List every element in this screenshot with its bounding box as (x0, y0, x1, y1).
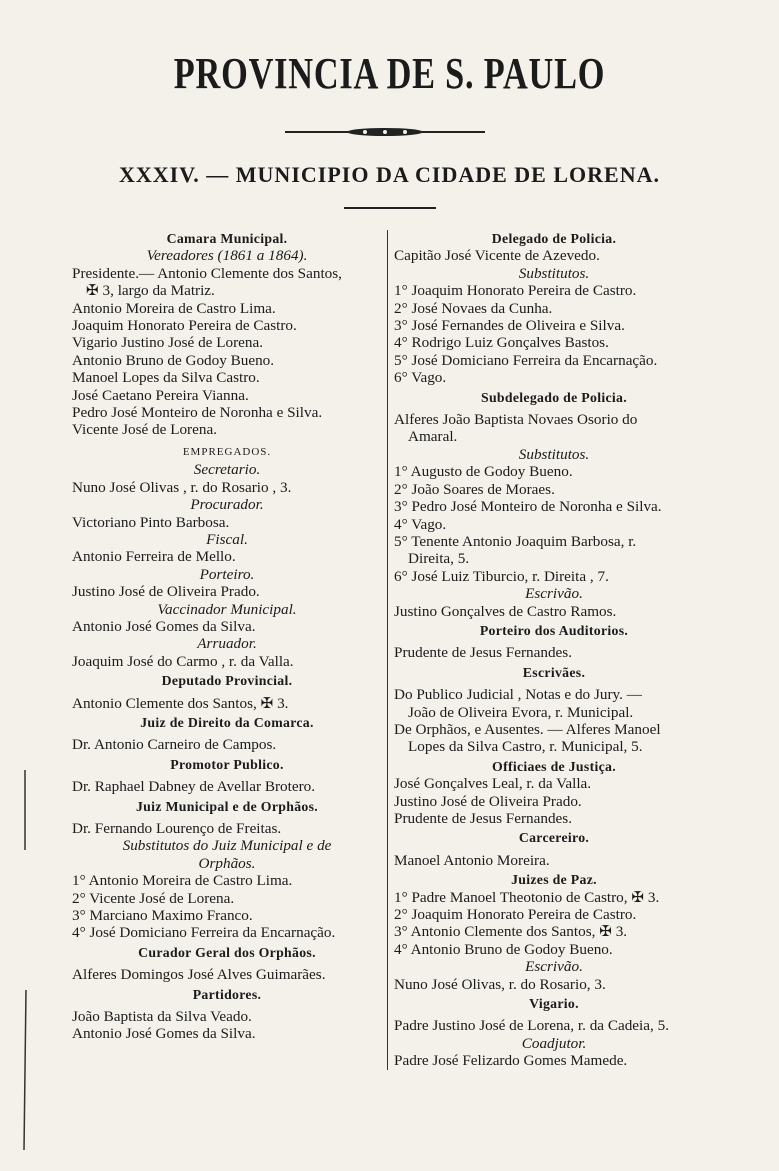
porteiro: Justino José de Oliveira Prado. (72, 583, 260, 601)
coadjutor-label: Coadjutor. (521, 1034, 587, 1052)
arruador-label: Arruador. (197, 635, 257, 653)
section-rule (344, 207, 436, 209)
deputado: Antonio Clemente dos Santos, ✠ 3. (72, 694, 289, 712)
section-title: XXXIV. — MUNICIPIO DA CIDADE DE LORENA. (119, 162, 660, 187)
vereador-item: Vigario Justino José de Lorena. (72, 334, 263, 352)
empregados-heading: EMPREGADOS. (182, 445, 272, 458)
escrivaes-heading: Escrivães. (522, 664, 586, 680)
officiaes-heading: Officiaes de Justiça. (492, 758, 616, 774)
partidor-item: João Baptista da Silva Veado. (72, 1008, 252, 1026)
porteiro-label: Porteiro. (199, 565, 255, 583)
presidente-line: Presidente.— Antonio Clemente dos Santos, (72, 264, 342, 282)
substituto-juiz-item: 2° Vicente José de Lorena. (72, 889, 235, 907)
subdelegado-heading: Subdelegado de Policia. (480, 389, 628, 405)
substituto-juiz-item: 1° Antonio Moreira de Castro Lima. (72, 872, 293, 890)
promotor-heading: Promotor Publico. (170, 756, 284, 772)
vereador-item: Vicente José de Lorena. (72, 421, 217, 439)
juiz-direito: Dr. Antonio Carneiro de Campos. (72, 736, 277, 754)
vaccinador-label: Vaccinador Municipal. (157, 600, 297, 618)
subdelegado-substituto-item: 6° José Luiz Tiburcio, r. Direita , 7. (394, 567, 609, 585)
margin-marks (18, 760, 32, 1160)
vigario-heading: Vigario. (529, 996, 579, 1012)
promotor: Dr. Raphael Dabney de Avellar Brotero. (72, 778, 316, 796)
porteiro-auditorios: Prudente de Jesus Fernandes. (394, 644, 572, 662)
delegado-substituto-item: 6° Vago. (394, 369, 447, 387)
left-column (72, 228, 382, 1043)
porteiro-auditorios-heading: Porteiro dos Auditorios. (479, 622, 629, 638)
vereador-item: José Caetano Pereira Vianna. (72, 386, 249, 404)
escrivao-paz: Nuno José Olivas, r. do Rosario, 3. (394, 975, 606, 993)
delegado-substituto-item: 4° Rodrigo Luiz Gonçalves Bastos. (394, 334, 609, 352)
page-title: PROVINCIA DE S. PAULO (173, 49, 606, 98)
delegado-substituto-item: 2° José Novaes da Cunha. (394, 299, 553, 317)
escrivao-orphaos: De Orphãos, e Ausentes. — Alferes Manoel (394, 720, 661, 738)
escrivao-policia: Justino Gonçalves de Castro Ramos. (394, 602, 617, 620)
delegado-heading: Delegado de Policia. (491, 231, 617, 246)
vaccinador: Antonio José Gomes da Silva. (72, 617, 256, 635)
carcereiro: Manoel Antonio Moreira. (394, 851, 550, 869)
deputado-heading: Deputado Provincial. (161, 673, 293, 689)
escrivao-orphaos-cont: Lopes da Silva Castro, r. Municipal, 5. (408, 738, 643, 756)
subdelegado-substituto-item: 2° João Soares de Moraes. (394, 480, 555, 498)
vereadores-heading (72, 247, 382, 264)
ornament-divider (285, 127, 485, 137)
juiz-direito-heading: Juiz de Direito da Comarca. (140, 714, 314, 730)
subdelegado-substituto-item: 4° Vago. (394, 515, 447, 533)
substitutos-juiz-heading: Substitutos do Juiz Municipal e de (122, 837, 332, 855)
delegado-substitutos-label: Substitutos. (518, 264, 590, 282)
procurador: Victoriano Pinto Barbosa. (72, 513, 230, 531)
column-divider (387, 230, 388, 1070)
escrivao-paz-label: Escrivão. (525, 958, 583, 976)
subdelegado-cont: Amaral. (408, 428, 458, 446)
escrivao-judicial-cont: João de Oliveira Evora, r. Municipal. (408, 703, 634, 721)
secretario: Nuno José Olivas , r. do Rosario , 3. (72, 478, 292, 496)
juiz-municipal: Dr. Fernando Lourenço de Freitas. (72, 820, 282, 837)
delegado-substituto-item: 3° José Fernandes de Oliveira e Silva. (394, 317, 625, 335)
escrivao-policia-label: Escrivão. (525, 585, 583, 603)
arruador: Joaquim José do Carmo , r. da Valla. (72, 652, 294, 670)
camara-heading: Camara Municipal. (166, 231, 288, 246)
substituto-juiz-item: 3° Marciano Maximo Franco. (72, 907, 253, 925)
juiz-paz-item: 3° Antonio Clemente dos Santos, ✠ 3. (394, 923, 628, 941)
vereador-item: Joaquim Honorato Pereira de Castro. (72, 317, 297, 335)
coadjutor: Padre José Felizardo Gomes Mamede. (394, 1052, 628, 1070)
substitutos-juiz-heading-cont: Orphãos. (198, 854, 256, 872)
official-item: José Gonçalves Leal, r. da Valla. (394, 775, 592, 793)
juiz-paz-item: 4° Antonio Bruno de Godoy Bueno. (394, 940, 613, 958)
subdelegado-substituto-cont: Direita, 5. (408, 550, 470, 568)
curador: Alferes Domingos José Alves Guimarães. (72, 966, 326, 984)
right-column (394, 228, 714, 1070)
vereador-item: Pedro José Monteiro de Noronha e Silva. (72, 404, 323, 422)
subdelegado: Alferes João Baptista Novaes Osorio do (394, 411, 638, 429)
vereadores-heading-text: Vereadores (1861 a 1864). (146, 247, 308, 265)
vigario: Padre Justino José de Lorena, r. da Cadeia, 5. (394, 1017, 669, 1035)
vereador-item: Antonio Moreira de Castro Lima. (72, 299, 276, 317)
procurador-label: Procurador. (190, 496, 264, 514)
juiz-paz-item: 2° Joaquim Honorato Pereira de Castro. (394, 906, 637, 924)
subdelegado-substituto-item: 1° Augusto de Godoy Bueno. (394, 463, 573, 481)
substituto-juiz-item: 4° José Domiciano Ferreira da Encarnação. (72, 924, 336, 942)
subdelegado-substituto-item: 5° Tenente Antonio Joaquim Barbosa, r. (394, 532, 637, 550)
escrivao-judicial: Do Publico Judicial , Notas e do Jury. — (394, 686, 642, 704)
secretario-label: Secretario. (193, 461, 261, 479)
delegado-substituto-item: 5° José Domiciano Ferreira da Encarnação. (394, 351, 658, 369)
vereador-item: Antonio Bruno de Godoy Bueno. (72, 351, 275, 369)
delegado: Capitão José Vicente de Azevedo. (394, 247, 600, 265)
carcereiro-heading: Carcereiro. (518, 830, 590, 846)
presidente-address: ✠ 3, largo da Matriz. (86, 282, 215, 300)
juiz-paz-item: 1° Padre Manoel Theotonio de Castro, ✠ 3. (394, 888, 660, 906)
vereador-item: Manoel Lopes da Silva Castro. (72, 369, 260, 387)
delegado-substituto-item: 1° Joaquim Honorato Pereira de Castro. (394, 282, 637, 300)
partidor-item: Antonio José Gomes da Silva. (72, 1025, 256, 1043)
curador-heading: Curador Geral dos Orphãos. (138, 944, 316, 960)
subdelegado-substitutos-label: Substitutos. (518, 445, 590, 463)
official-item: Prudente de Jesus Fernandes. (394, 810, 572, 827)
subdelegado-substituto-item: 3° Pedro José Monteiro de Noronha e Silva. (394, 498, 662, 516)
fiscal-label: Fiscal. (206, 530, 248, 548)
official-item: Justino José de Oliveira Prado. (394, 792, 582, 810)
juiz-municipal-heading: Juiz Municipal e de Orphãos. (135, 798, 319, 814)
juizes-paz-heading: Juizes de Paz. (511, 872, 597, 888)
partidores-heading: Partidores. (192, 986, 262, 1002)
fiscal: Antonio Ferreira de Mello. (72, 548, 236, 566)
